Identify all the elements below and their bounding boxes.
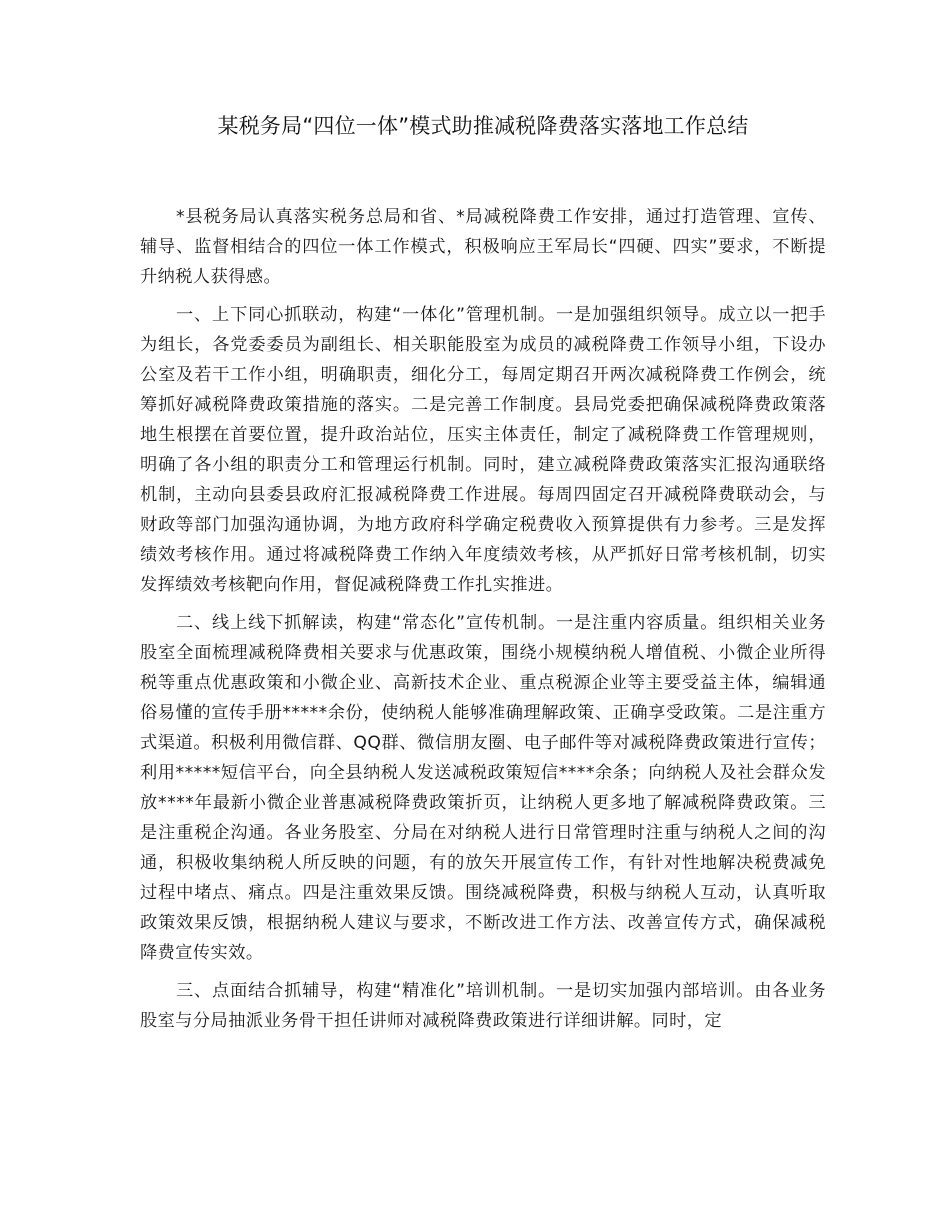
document-title: 某税务局“四位一体”模式助推减税降费落实落地工作总结	[217, 114, 749, 138]
section-3-paragraph: 三、点面结合抓辅导，构建“精准化”培训机制。一是切实加强内部培训。由各业务股室与分局抽派业务骨干担任讲师对减税降费政策进行详细讲解。同时，定	[140, 981, 826, 1031]
section-2-paragraph: 二、线上线下抓解读，构建“常态化”宣传机制。一是注重内容质量。组织相关业务股室全面梳理减税降费相关要求与优惠政策，围绕小规模纳税人增值税、小微企业所得税等重点优惠政策和小微企业、高新技术企业、重点税源企业等主要受益主体，编辑通俗易懂的宣传手册*****余份，使纳税人能够准确理解政策、正确享受政策。二是注重方式渠道。积极利用微信群、QQ群、微信朋友圈、电子邮件等对减税降费政策进行宣传；利用*****短信平台，向全县纳税人发送减税政策短信****余条；向纳税人及社会群众发放****年最新小微企业普惠减税降费政策折页，让纳税人更多地了解减税降费政策。三是注重税企沟通。各业务股室、分局在对纳税人进行日常管理时注重与纳税人之间的沟通，积极收集纳税人所反映的问题，有的放矢开展宣传工作，有针对性地解决税费减免过程中堵点、痛点。四是注重效果反馈。围绕减税降费，积极与纳税人互动，认真听取政策效果反馈，根据纳税人建议与要求，不断改进工作方法、改善宣传方式，确保减税降费宣传实效。	[140, 613, 826, 963]
intro-paragraph: *县税务局认真落实税务总局和省、*局减税降费工作安排，通过打造管理、宣传、辅导、监督相结合的四位一体工作模式，积极响应王军局长“四硬、四实”要求，不断提升纳税人获得感。	[140, 207, 826, 287]
document-body	[140, 202, 826, 1044]
section-1-paragraph: 一、上下同心抓联动，构建“一体化”管理机制。一是加强组织领导。成立以一把手为组长，各党委委员为副组长、相关职能股室为成员的减税降费工作领导小组，下设办公室及若干工作小组，明确职责，细化分工，每周定期召开两次减税降费工作例会，统筹抓好减税降费政策措施的落实。二是完善工作制度。县局党委把确保减税降费政策落地生根摆在首要位置，提升政治站位，压实主体责任，制定了减税降费工作管理规则，明确了各小组的职责分工和管理运行机制。同时，建立减税降费政策落实汇报沟通联络机制，主动向县委县政府汇报减税降费工作进展。每周四固定召开减税降费联动会，与财政等部门加强沟通协调，为地方政府科学确定税费收入预算提供有力参考。三是发挥绩效考核作用。通过将减税降费工作纳入年度绩效考核，从严抓好日常考核机制，切实发挥绩效考核靶向作用，督促减税降费工作扎实推进。	[140, 305, 826, 595]
